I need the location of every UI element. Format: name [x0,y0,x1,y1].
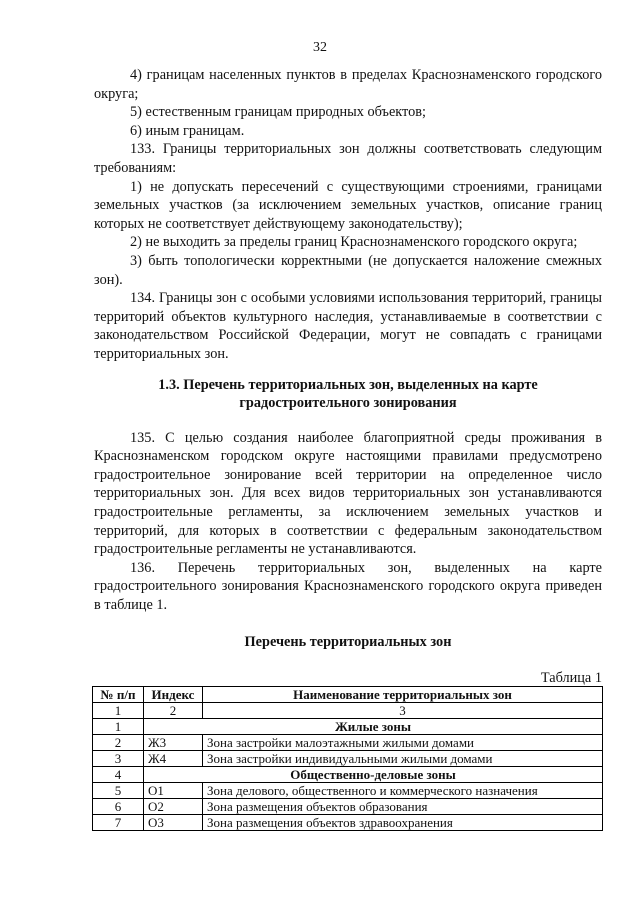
row-number: 3 [93,751,144,767]
section-heading-line-1: 1.3. Перечень территориальных зон, выделенных на карте [158,376,538,393]
header-zone-name: Наименование территориальных зон [203,687,603,703]
table-row-group [93,719,603,735]
paragraph-item-6: 6) иным границам. [130,122,245,139]
table-row-group [93,767,603,783]
paragraph-req-3: 3) быть топологически корректными (не допускается наложение смежных зон). [94,252,602,288]
row-number: 1 [93,719,144,735]
header-index: Индекс [144,687,203,703]
paragraph-item-4: 4) границам населенных пунктов в пределах Краснознаменского городского округа; [94,67,602,102]
paragraph-134: 134. Границы зон с особыми условиями использования территорий, границы территорий объектов культурного наследия, устанавливаемые в соответствии с законодательством Российской Федерации, могут не совпадать с границами территориальных зон. [94,290,602,362]
group-name: Жилые зоны [144,719,603,735]
table-caption: Таблица 1 [540,670,602,687]
paragraph-135: 135. С целью создания наиболее благоприятной среды проживания в Краснознаменском городском округе настоящими правилами предусмотрено градостроительное зонирование всей территории на определенное число территориальных зон. Для всех видов территориальных зон устанавливаются градостроительные регламенты, за исключением земельных участков и территорий, для которых в соответствии с федеральным законодательством градостроительные регламенты не устанавливаются. [94,429,602,558]
document-body [94,66,602,688]
table-row [93,783,603,799]
row-index: О1 [144,783,203,799]
numbering-cell: 3 [203,703,603,719]
table-row [93,799,603,815]
row-number: 4 [93,767,144,783]
row-zone-name: Зона застройки индивидуальными жилыми домами [203,751,603,767]
row-number: 2 [93,735,144,751]
table-row [93,751,603,767]
paragraph-133: 133. Границы территориальных зон должны соответствовать следующим требованиям: [94,141,602,176]
row-number: 6 [93,799,144,815]
zones-table [92,686,603,831]
row-index: Ж4 [144,751,203,767]
row-number: 7 [93,815,144,831]
row-zone-name: Зона делового, общественного и коммерческого назначения [203,783,603,799]
paragraph-136: 136. Перечень территориальных зон, выделенных на карте градостроительного зонирования Краснознаменского городского округа приведен в таблице 1. [94,559,602,614]
row-index: О3 [144,815,203,831]
paragraph-req-2: 2) не выходить за пределы границ Краснознаменского городского округа; [130,234,578,251]
table-title: Перечень территориальных зон [244,633,452,650]
table-header-row [93,687,603,703]
row-index: О2 [144,799,203,815]
header-number: № п/п [93,687,144,703]
table-row [93,735,603,751]
numbering-cell: 1 [93,703,144,719]
table-row [93,815,603,831]
paragraph-item-5: 5) естественным границам природных объектов; [130,104,426,121]
row-zone-name: Зона размещения объектов образования [203,799,603,815]
page-number: 32 [313,40,327,55]
group-name: Общественно-деловые зоны [144,767,603,783]
row-index: Ж3 [144,735,203,751]
row-zone-name: Зона размещения объектов здравоохранения [203,815,603,831]
paragraph-req-1: 1) не допускать пересечений с существующими строениями, границами земельных участков (за исключением земельных участков, описание границ которых не соответствует действующему законодательству); [94,178,602,232]
numbering-cell: 2 [144,703,203,719]
table-numbering-row [93,703,603,719]
row-zone-name: Зона застройки малоэтажными жилыми домами [203,735,603,751]
section-heading-line-2: градостроительного зонирования [239,395,457,412]
row-number: 5 [93,783,144,799]
section-heading [94,376,602,413]
